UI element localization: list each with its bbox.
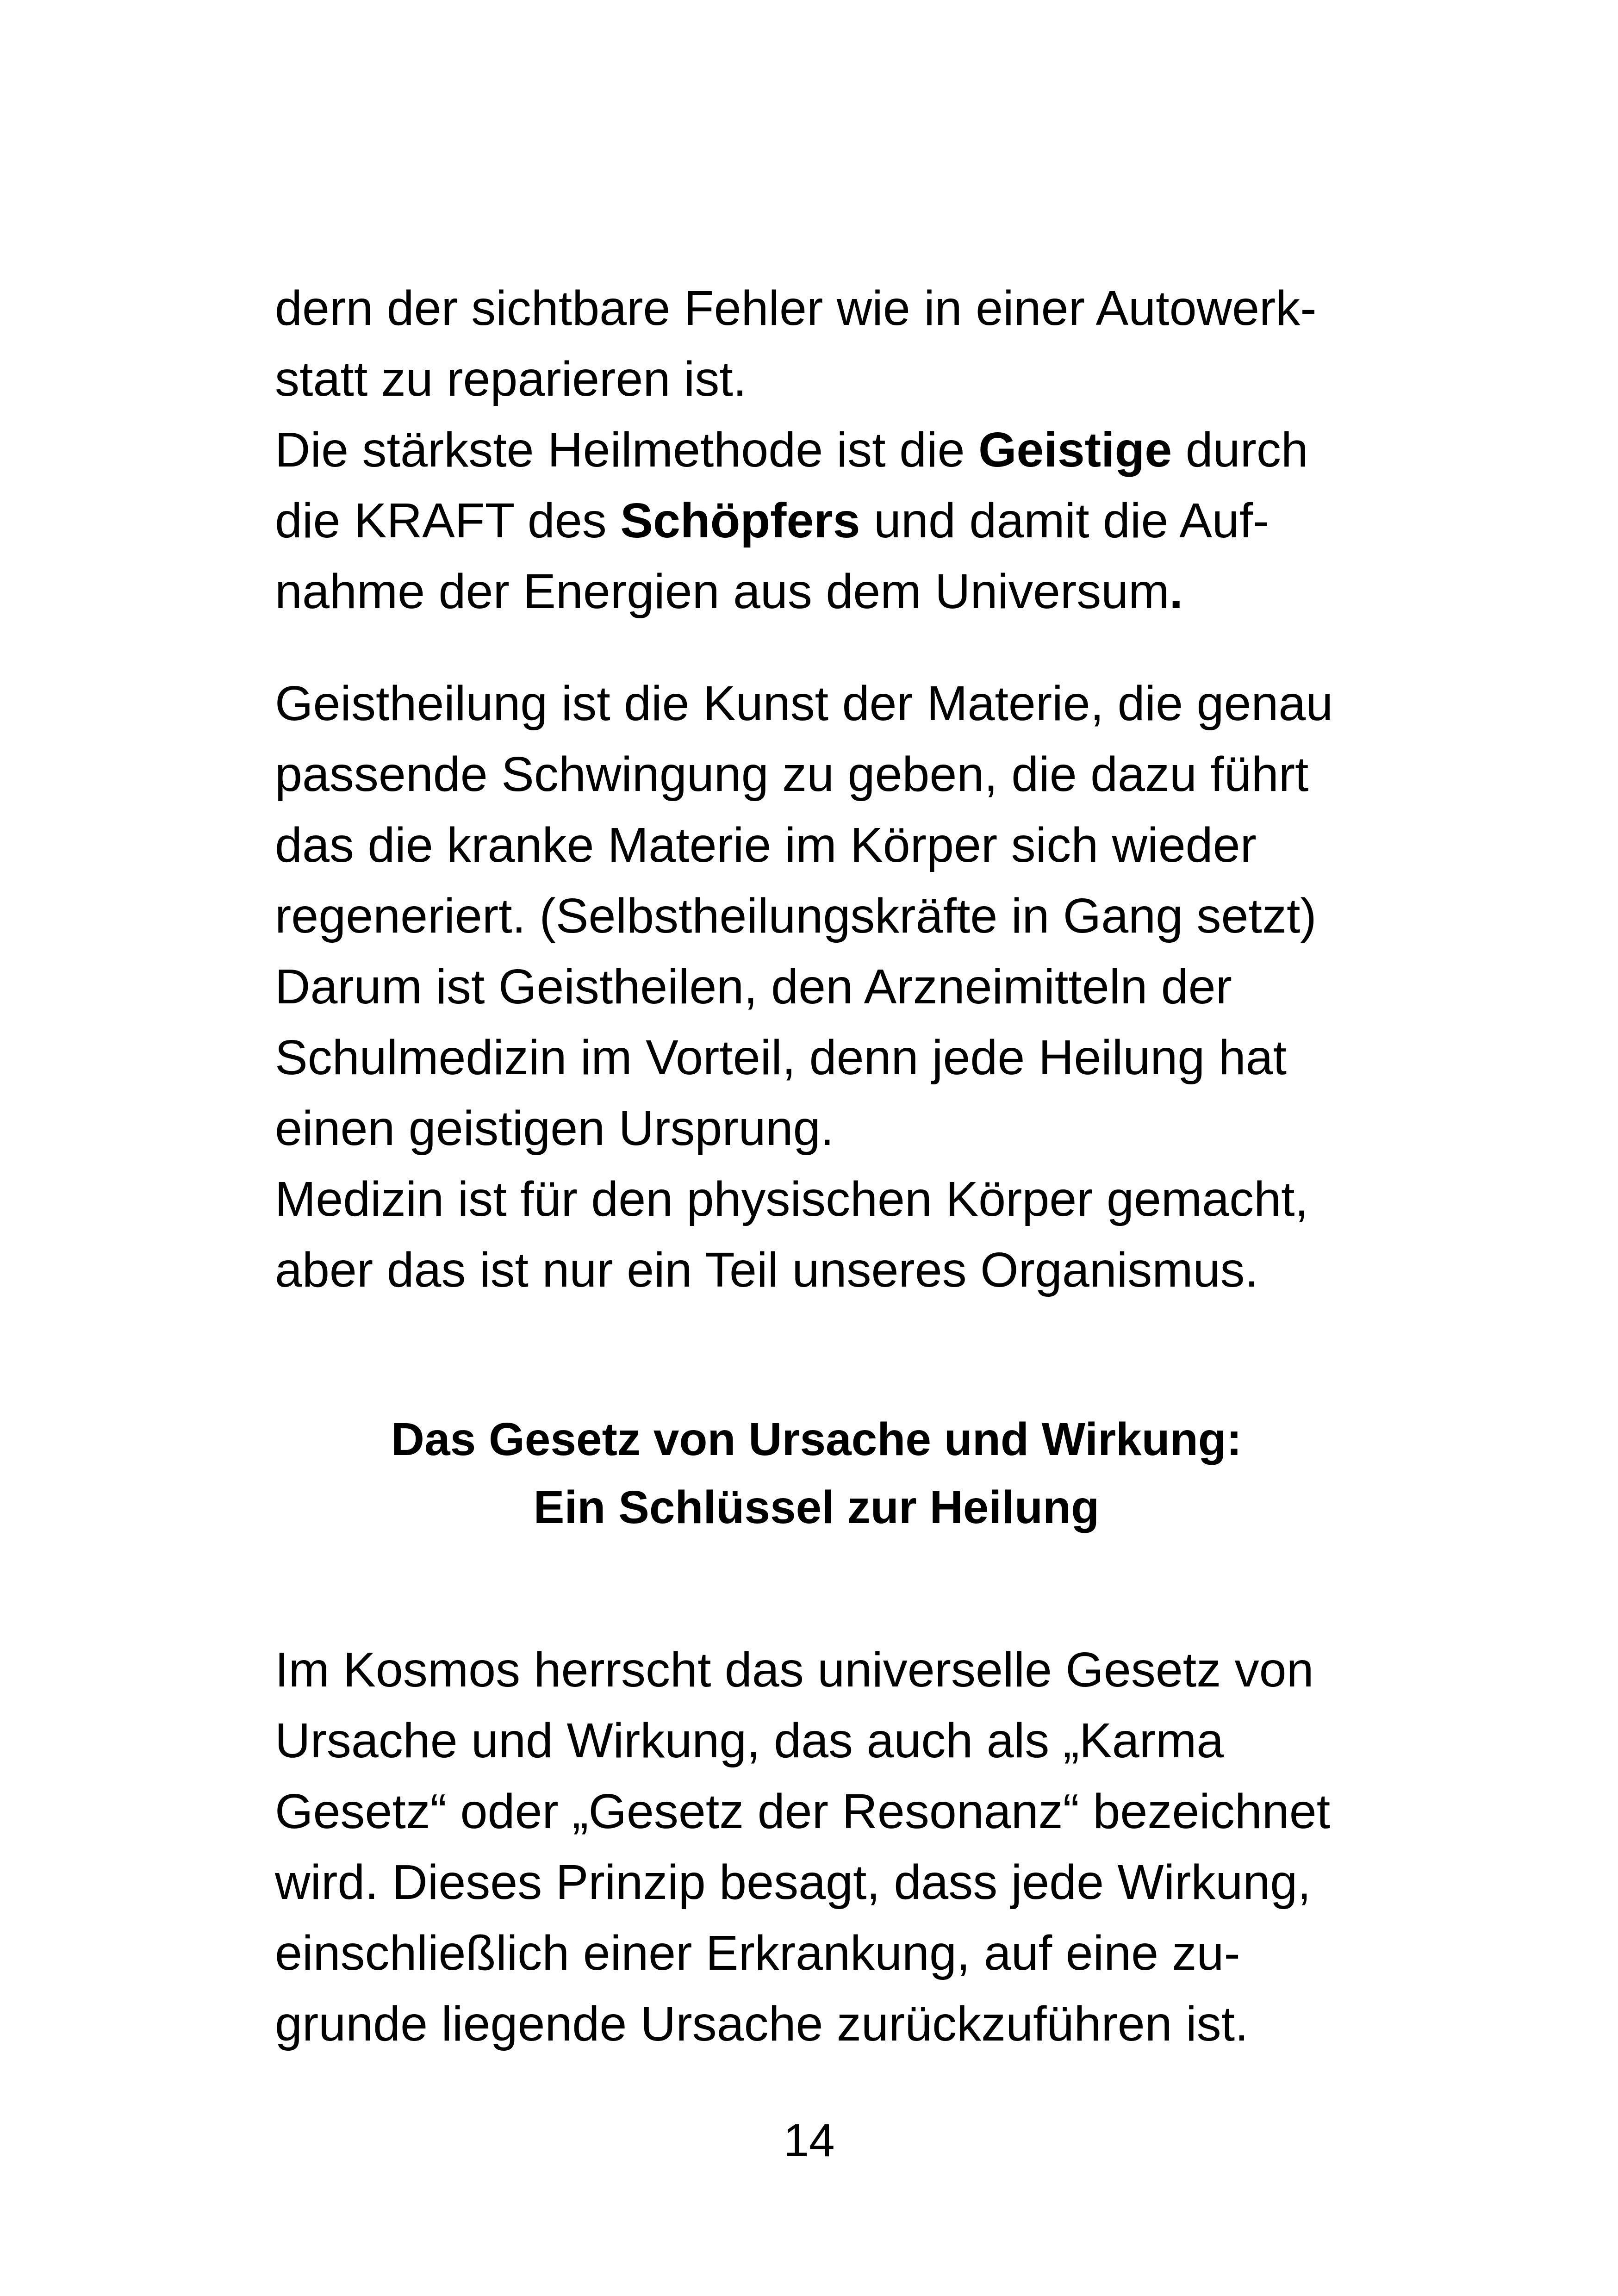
text-line: das die kranke Materie im Körper sich wieder [275, 818, 1257, 872]
text-line [275, 485, 1358, 556]
paragraph-geistheilung [275, 668, 1358, 1306]
text-segment: und damit die Auf- [860, 493, 1270, 548]
paragraph-intro [275, 273, 1358, 627]
text-segment: durch [1172, 423, 1308, 477]
heading-line: Ein Schlüssel zur Heilung [533, 1481, 1100, 1533]
page-number: 14 [783, 2115, 835, 2166]
heading-line: Das Gesetz von Ursache und Wirkung: [391, 1413, 1242, 1465]
text-segment: nahme der Energien aus dem Universum [275, 564, 1170, 619]
text-segment: Die stärkste Heilmethode ist die [275, 423, 978, 477]
paragraph-kosmos [275, 1635, 1358, 2060]
text-line: Ursache und Wirkung, das auch als „Karma [275, 1713, 1224, 1768]
text-line: einschließlich einer Erkrankung, auf eine zu- [275, 1926, 1240, 1980]
text-line: dern der sichtbare Fehler wie in einer Autowerk- [275, 281, 1317, 336]
text-line: Geistheilung ist die Kunst der Materie, die genau [275, 676, 1333, 731]
emphasis-geistige: Geistige [978, 423, 1172, 477]
text-line: aber das ist nur ein Teil unseres Organismus. [275, 1243, 1258, 1297]
text-line: statt zu reparieren ist. [275, 352, 747, 406]
section-heading [275, 1406, 1358, 1542]
text-line: passende Schwingung zu geben, die dazu führt [275, 747, 1309, 802]
text-segment: die KRAFT des [275, 493, 621, 548]
text-line: Schulmedizin im Vorteil, denn jede Heilung hat [275, 1030, 1287, 1085]
text-line [275, 415, 1358, 485]
text-line [275, 556, 1358, 627]
emphasis-period: . [1169, 564, 1183, 619]
emphasis-schoepfers: Schöpfers [620, 493, 860, 548]
text-line: regeneriert. (Selbstheilungskräfte in Gang setzt) [275, 889, 1317, 943]
text-line: grunde liegende Ursache zurückzuführen ist. [275, 1997, 1249, 2051]
text-line: wird. Dieses Prinzip besagt, dass jede Wirkung, [275, 1855, 1311, 1910]
text-line: einen geistigen Ursprung. [275, 1101, 834, 1156]
text-line: Darum ist Geistheilen, den Arzneimitteln der [275, 959, 1232, 1014]
text-line: Gesetz“ oder „Gesetz der Resonanz“ bezeichnet [275, 1784, 1331, 1839]
text-line: Im Kosmos herrscht das universelle Gesetz von [275, 1643, 1314, 1697]
text-line: Medizin ist für den physischen Körper gemacht, [275, 1172, 1308, 1226]
